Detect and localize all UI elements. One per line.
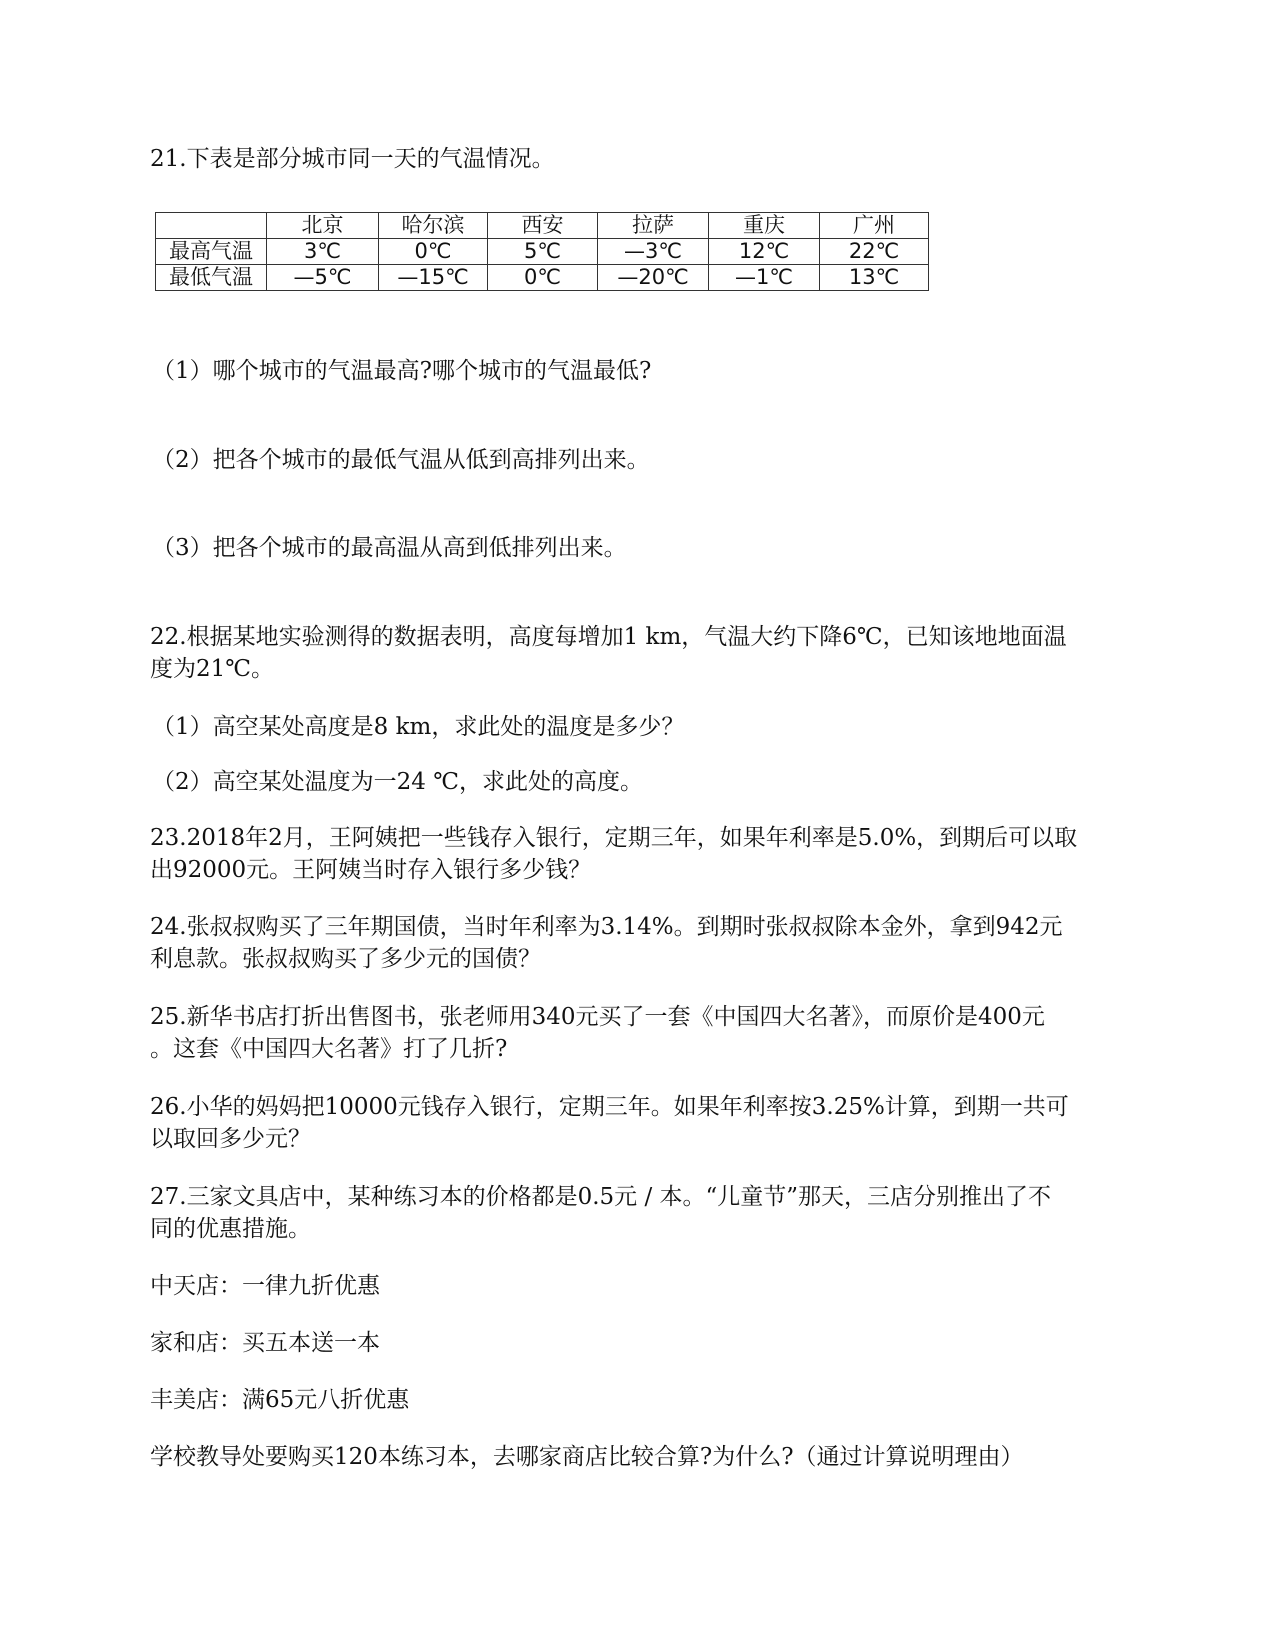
q27-store3: 丰美店：满65元八折优惠 xyxy=(150,1387,410,1413)
q26-line1: 26.小华的妈妈把10000元钱存入银行，定期三年。如果年利率按3.25%计算，到期一共可 xyxy=(150,1094,1069,1120)
q21-sub2: （2）把各个城市的最低气温从低到高排列出来。 xyxy=(152,447,650,473)
table-header-cell: 北京 xyxy=(267,213,379,239)
table-cell: 0℃ xyxy=(379,239,488,265)
table-header-cell: 拉萨 xyxy=(598,213,709,239)
q21-title: 21.下表是部分城市同一天的气温情况。 xyxy=(150,146,555,172)
q25-line1: 25.新华书店打折出售图书，张老师用340元买了一套《中国四大名著》，而原价是400元 xyxy=(150,1004,1045,1030)
q27-line1: 27.三家文具店中，某种练习本的价格都是0.5元 / 本。“儿童节”那天，三店分别推出了不 xyxy=(150,1184,1052,1210)
q27-store2: 家和店：买五本送一本 xyxy=(150,1330,380,1356)
table-row xyxy=(156,265,929,291)
table-header-row xyxy=(156,213,929,239)
q22-sub1: （1）高空某处高度是8 km，求此处的温度是多少？ xyxy=(152,714,685,740)
table-cell: —3℃ xyxy=(598,239,709,265)
q27-store1: 中天店：一律九折优惠 xyxy=(150,1273,380,1299)
q27-line2: 同的优惠措施。 xyxy=(150,1216,311,1242)
table-header-cell: 重庆 xyxy=(709,213,820,239)
q21-sub1: （1）哪个城市的气温最高?哪个城市的气温最低? xyxy=(152,358,652,384)
q24-line1: 24.张叔叔购买了三年期国债，当时年利率为3.14%。到期时张叔叔除本金外，拿到942元 xyxy=(150,914,1063,940)
table-corner-cell xyxy=(156,213,267,239)
table-row xyxy=(156,239,929,265)
q24-line2: 利息款。张叔叔购买了多少元的国债？ xyxy=(150,946,541,972)
q22-line1: 22.根据某地实验测得的数据表明，高度每增加1 km，气温大约下降6℃，已知该地地面温 xyxy=(150,624,1067,650)
q27-question: 学校教导处要购买120本练习本，去哪家商店比较合算?为什么?（通过计算说明理由） xyxy=(150,1444,1024,1470)
q22-line2: 度为21℃。 xyxy=(150,656,274,682)
temperature-table xyxy=(155,212,929,291)
table-header-cell: 广州 xyxy=(820,213,929,239)
table-cell: 12℃ xyxy=(709,239,820,265)
table-cell: —1℃ xyxy=(709,265,820,291)
q26-line2: 以取回多少元？ xyxy=(150,1126,311,1152)
table-cell: 13℃ xyxy=(820,265,929,291)
row-label: 最高气温 xyxy=(156,239,267,265)
table-cell: 22℃ xyxy=(820,239,929,265)
q23-line2: 出92000元。王阿姨当时存入银行多少钱？ xyxy=(150,857,592,883)
table-header-cell: 西安 xyxy=(488,213,598,239)
table-cell: —15℃ xyxy=(379,265,488,291)
table-cell: —20℃ xyxy=(598,265,709,291)
table-header-cell: 哈尔滨 xyxy=(379,213,488,239)
table-cell: 3℃ xyxy=(267,239,379,265)
row-label: 最低气温 xyxy=(156,265,267,291)
q21-sub3: （3）把各个城市的最高温从高到低排列出来。 xyxy=(152,535,627,561)
q22-sub2: （2）高空某处温度为一24 ℃，求此处的高度。 xyxy=(152,769,643,795)
table-cell: 0℃ xyxy=(488,265,598,291)
table-cell: —5℃ xyxy=(267,265,379,291)
q23-line1: 23.2018年2月，王阿姨把一些钱存入银行，定期三年，如果年利率是5.0%，到期后可以取 xyxy=(150,825,1078,851)
q25-line2: 。这套《中国四大名著》打了几折? xyxy=(150,1036,508,1062)
table-cell: 5℃ xyxy=(488,239,598,265)
